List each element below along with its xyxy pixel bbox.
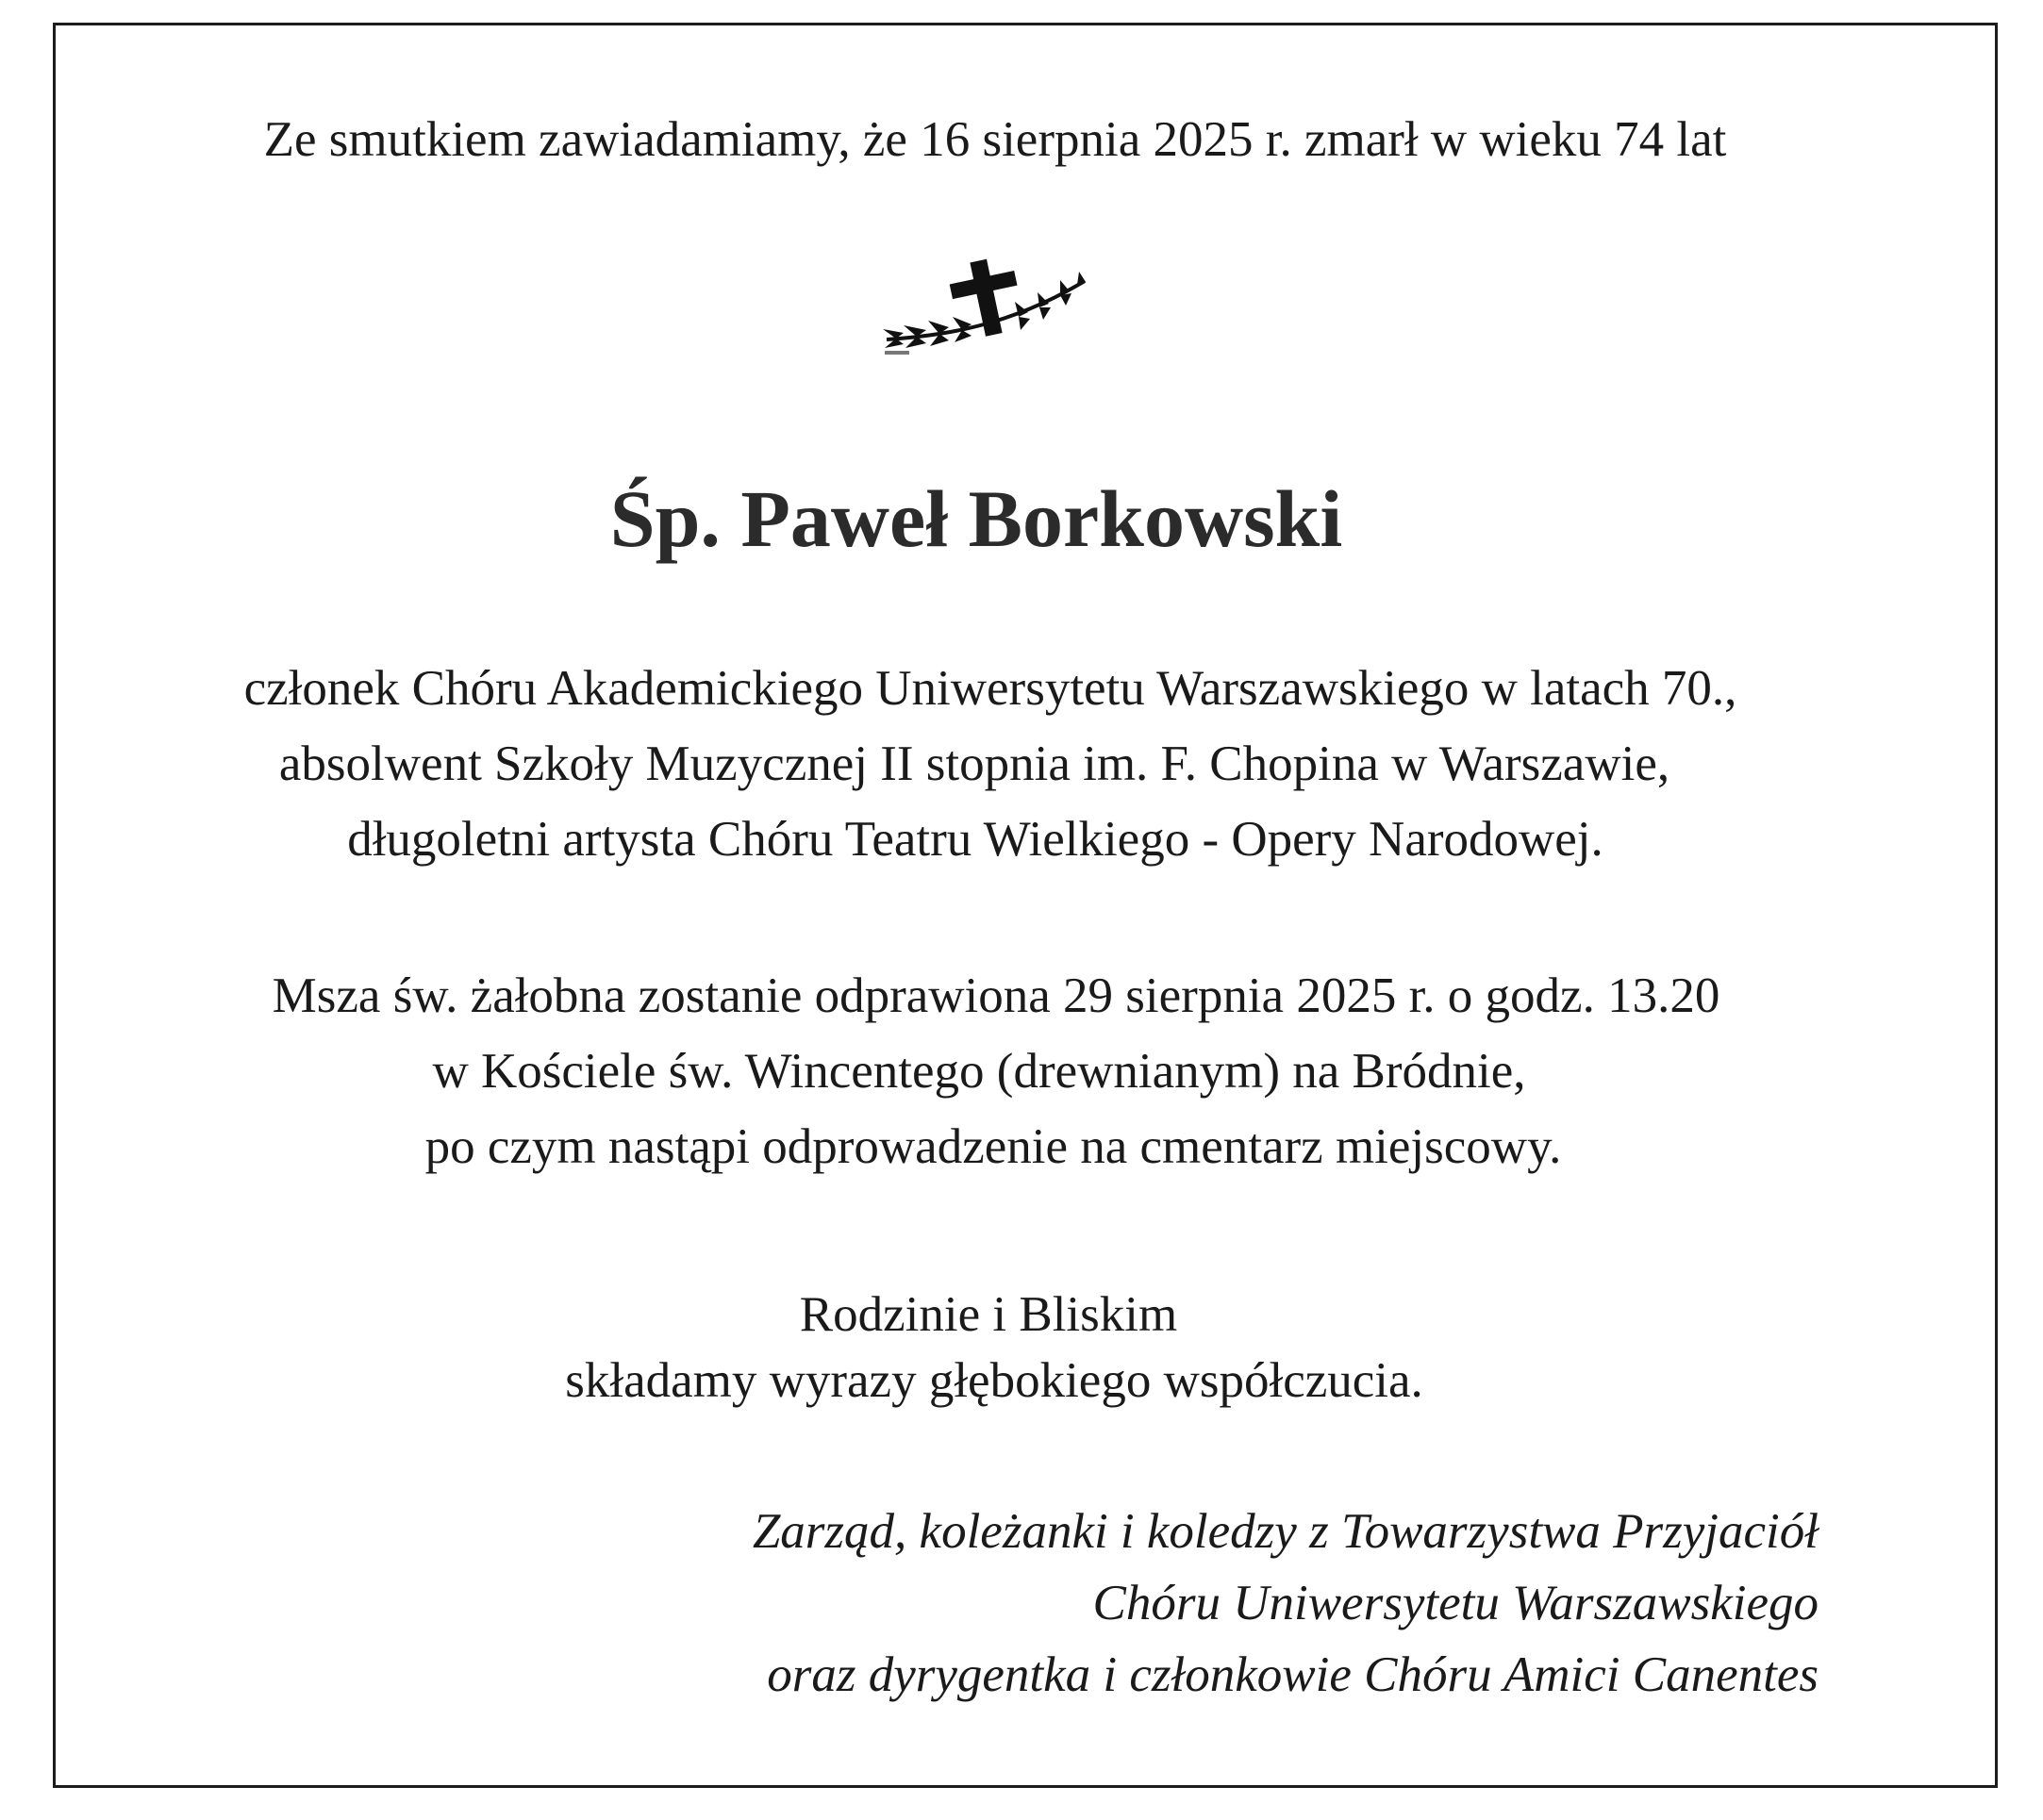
mass-info-line: po czym nastąpi odprowadzenie na cmentarz miejscowy.: [424, 1119, 1562, 1174]
biography-line: długoletni artysta Chóru Teatru Wielkiego - Opery Narodowej.: [347, 812, 1603, 867]
signature-line: Chóru Uniwersytetu Warszawskiego: [1092, 1576, 1819, 1630]
deceased-name: Śp. Paweł Borkowski: [609, 473, 1343, 564]
biography-line: absolwent Szkoły Muzycznej II stopnia im. F. Chopina w Warszawie,: [278, 736, 1670, 791]
intro-text: Ze smutkiem zawiadamiamy, że 16 sierpnia 2025 r. zmarł w wieku 74 lat: [263, 112, 1727, 167]
condolences-line: Rodzinie i Bliskim: [799, 1287, 1178, 1342]
signature-line: Zarząd, koleżanki i koledzy z Towarzystwa Przyjaciół: [752, 1504, 1819, 1559]
cross-with-palm-branch-icon: [868, 253, 1104, 375]
signature-line: oraz dyrygentka i członkowie Chóru Amici Canentes: [767, 1647, 1819, 1702]
mass-info-line: w Kościele św. Wincentego (drewnianym) na Bródnie,: [432, 1044, 1526, 1099]
mass-info-line: Msza św. żałobna zostanie odprawiona 29 sierpnia 2025 r. o godz. 13.20: [272, 968, 1720, 1023]
condolences-line: składamy wyrazy głębokiego współczucia.: [565, 1353, 1423, 1408]
biography-line: członek Chóru Akademickiego Uniwersytetu Warszawskiego w latach 70.,: [243, 661, 1737, 716]
